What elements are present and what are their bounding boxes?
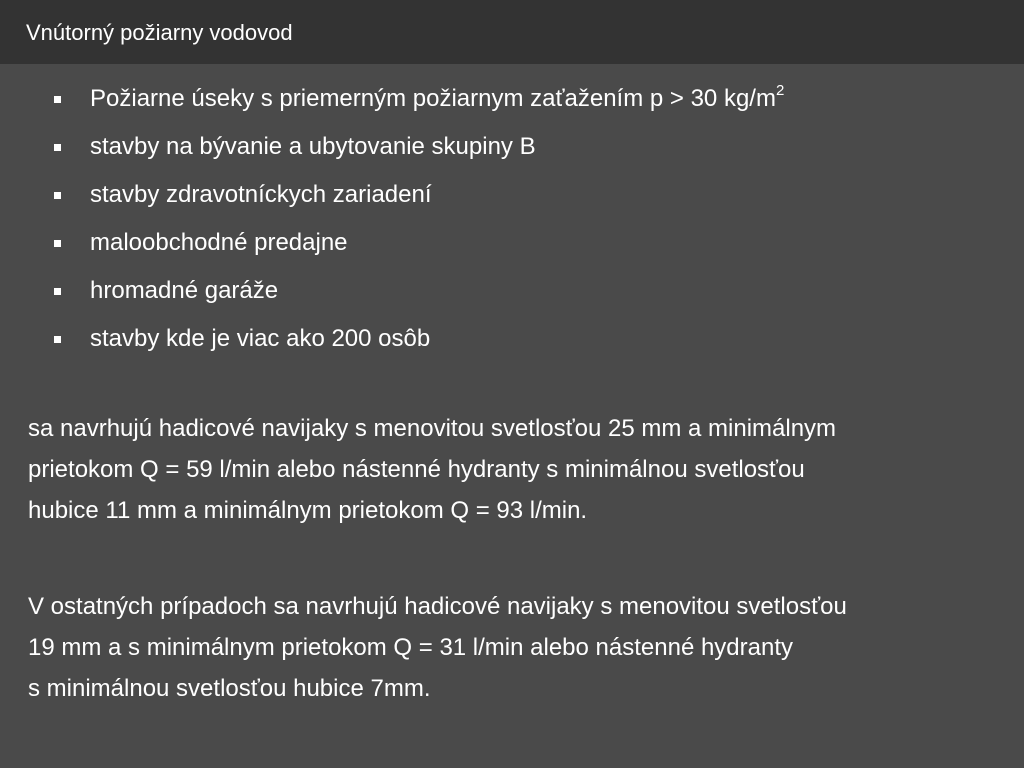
square-bullet-icon [54, 192, 61, 199]
paragraph-line: V ostatných prípadoch sa navrhujú hadicové navijaky s menovitou svetlosťou [28, 593, 847, 620]
square-bullet-icon [54, 288, 61, 295]
square-bullet-icon [54, 96, 61, 103]
superscript: 2 [775, 82, 785, 99]
paragraph-line: prietokom Q = 59 l/min alebo nástenné hydranty s minimálnou svetlosťou [28, 456, 805, 483]
square-bullet-icon [54, 240, 61, 247]
title-bar [0, 0, 1024, 64]
paragraph-line: s minimálnou svetlosťou hubice 7mm. [28, 675, 431, 702]
paragraph-line: 19 mm a s minimálnym prietokom Q = 31 l/min alebo nástenné hydranty [28, 634, 794, 661]
paragraph-2 [28, 586, 1008, 709]
bullet-text: Požiarne úseky s priemerným požiarnym zaťažením p > 30 $kg/m^2$ [90, 82, 785, 112]
bullet-text: hromadné garáže [90, 277, 279, 304]
paragraph-line: sa navrhujú hadicové navijaky s menovitou svetlosťou 25 mm a minimálnym [28, 415, 837, 442]
bullet-text: stavby na bývanie a ubytovanie skupiny B [90, 133, 536, 160]
bullet-text: stavby kde je viac ako 200 osôb [90, 325, 431, 352]
bullet-text: stavby zdravotníckych zariadení [90, 181, 432, 208]
paragraph-line: hubice 11 mm a minimálnym prietokom Q = 93 l/min. [28, 497, 588, 524]
slide-title: Vnútorný požiarny vodovod [26, 20, 293, 45]
square-bullet-icon [54, 336, 61, 343]
paragraph-1 [28, 408, 1008, 531]
bullet-text: maloobchodné predajne [90, 229, 348, 256]
square-bullet-icon [54, 144, 61, 151]
